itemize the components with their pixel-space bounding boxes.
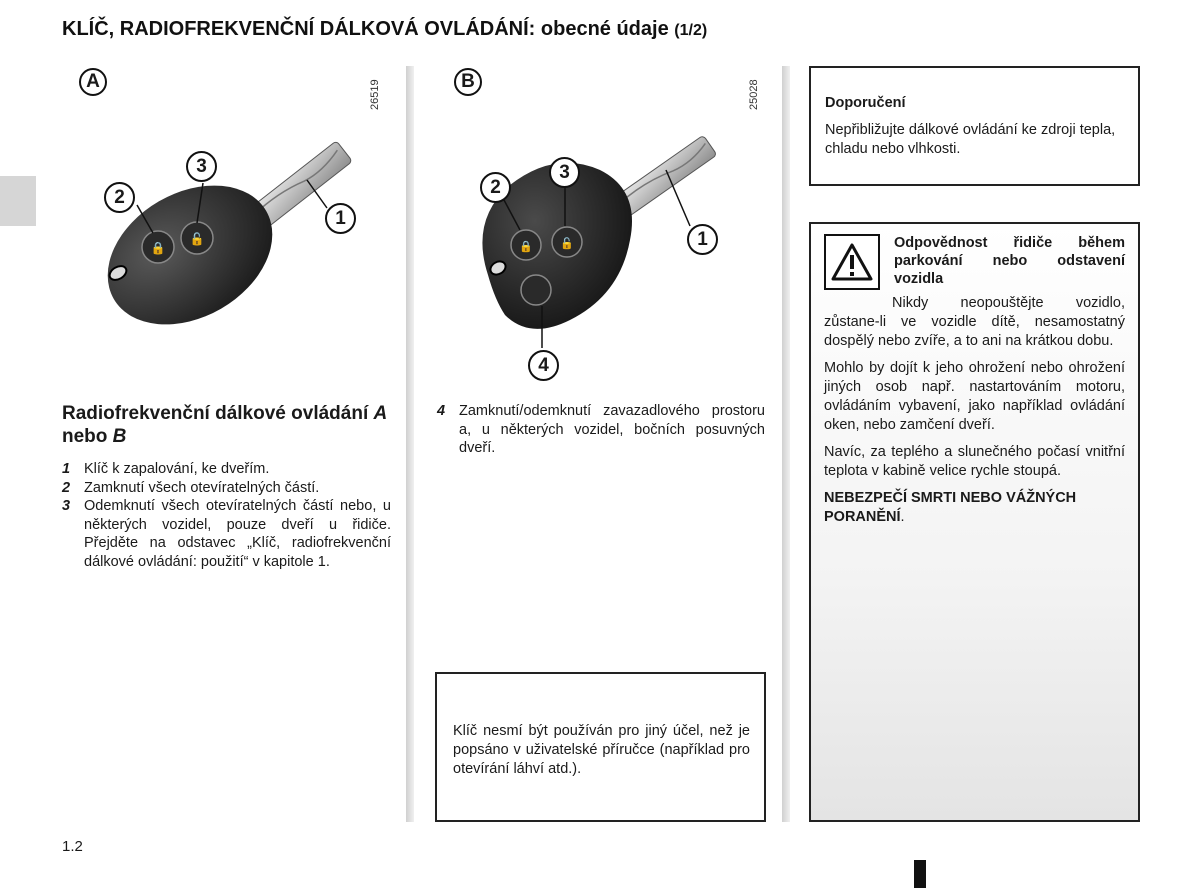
svg-text:🔓: 🔓 [189,232,205,246]
middle-item-list [437,402,765,458]
svg-text:🔒: 🔒 [150,241,166,255]
left-section [62,402,391,571]
list-item: 3 Odemknutí všech otevíratelných částí nebo, u některých vozidel, pouze dveří u řidiče. Přejděte na odstavec „Klíč, radiofrekvenční dálkové ovládání: použití“ v kapitole 1. [62,498,391,570]
recommendation-text: Nepřibližujte dálkové ovládání ke zdroji tepla, chladu nebo vlhkosti. [825,122,1116,157]
page-number: 1.2 [62,838,83,855]
list-item: 4 Zamknutí/odemknutí zavazadlového prostoru a, u některých vozidel, bočních posuvných dveří. [437,403,765,456]
callout-b-1: 1 [687,224,718,255]
key-a-illustration [95,125,375,345]
warning-paragraph-1: Nikdy neopouštějte vozidlo, zůstane-li ve vozidle dítě, nesamostatný dospělý nebo zvíře, a to ani na krátkou dobu. [824,295,1125,349]
usage-note-box [435,672,766,822]
svg-text:🔒: 🔒 [519,241,533,253]
left-item-list [62,460,391,571]
column-divider-1 [406,66,414,822]
recommendation-box [809,66,1140,186]
figure-b-label: B [454,68,482,96]
middle-section [437,402,765,458]
callout-b-4: 4 [528,350,559,381]
callout-b-3: 3 [549,157,580,188]
callout-a-1: 1 [325,203,356,234]
page-edge-mark [914,860,926,888]
figure-a-code: 26519 [369,79,381,110]
figure-b-code: 25028 [748,79,760,110]
callout-a-3: 3 [186,151,217,182]
warning-paragraph-2: Mohlo by dojít k jeho ohrožení nebo ohrožení jiných osob např. nastartováním motoru, ovládáním vybavení, jako například ovládání oken, nebo zamčení dveří. [824,360,1125,433]
warning-box [809,222,1140,822]
figure-a-label: A [79,68,107,96]
recommendation-title: Doporučení [825,95,906,111]
chapter-tab [0,176,36,226]
column-divider-2 [782,66,790,822]
callout-a-2: 2 [104,182,135,213]
list-item: 2 Zamknutí všech otevíratelných částí. [62,479,320,496]
warning-paragraph-3: Navíc, za teplého a slunečného počasí vnitřní teplota v kabině velice rychle stoupá. [824,444,1125,479]
section-heading: Radiofrekvenční dálkové ovládání A nebo B [62,403,388,447]
list-item: 1 Klíč k zapalování, ke dveřím. [62,461,270,477]
warning-triangle-icon [824,234,880,290]
callout-b-2: 2 [480,172,511,203]
svg-text:🔓: 🔓 [560,238,574,250]
danger-statement: NEBEZPEČÍ SMRTI NEBO VÁŽNÝCH PORANĚNÍ. [824,490,1077,525]
usage-note-text: Klíč nesmí být používán pro jiný účel, než je popsáno v uživatelské příručce (například pro otevírání láhví atd.). [453,723,750,777]
page-title: KLÍČ, RADIOFREKVENČNÍ DÁLKOVÁ OVLÁDÁNÍ: obecné údaje (1/2) [62,18,708,40]
warning-title: Odpovědnost řidiče během parkování nebo odstavení vozidla [894,235,1125,287]
